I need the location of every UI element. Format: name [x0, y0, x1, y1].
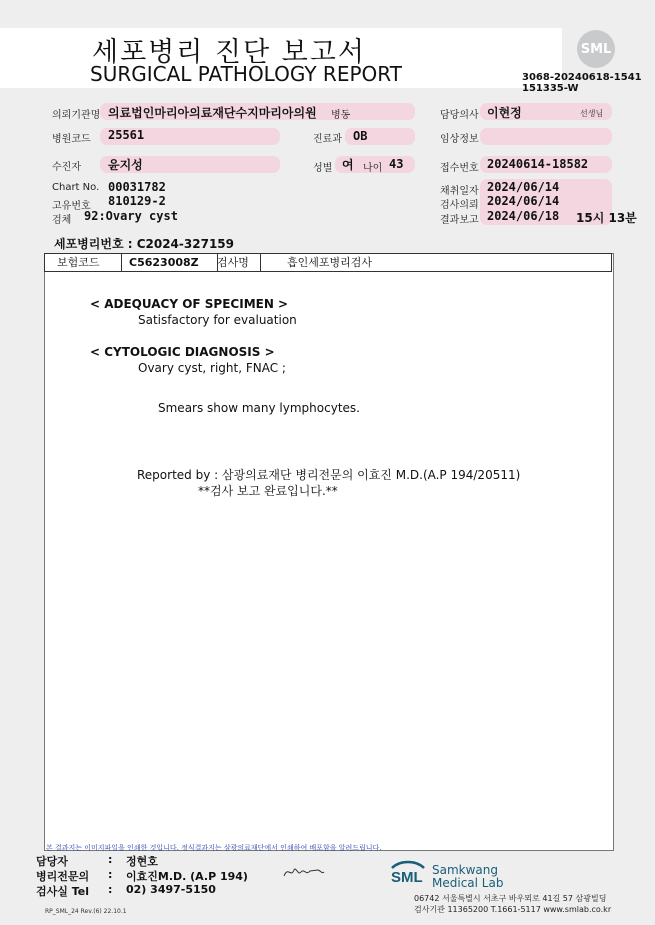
pathologist-label: 병리전문의	[36, 870, 90, 883]
lab-tel-label: 검사실 Tel	[36, 885, 89, 898]
print-notice: 본 결과지는 이미지파일을 인쇄한 것입니다. 정식결과지는 삼광의료재단에서 인쇄하여 배포함을 알려드립니다.	[46, 844, 382, 852]
sex-value: 여	[342, 158, 354, 172]
unique-id-label: 고유번호	[52, 201, 91, 212]
test-name-label: 검사명	[213, 254, 261, 271]
report-reference-number	[522, 72, 642, 94]
lab-address	[414, 893, 611, 915]
lab-name	[432, 864, 503, 890]
pathologist-value: 이효진M.D. (A.P 194)	[126, 870, 248, 883]
request-date-label: 검사의뢰	[440, 200, 479, 211]
finding-text: Smears show many lymphocytes.	[158, 401, 360, 415]
sex-label: 성별	[313, 163, 333, 174]
test-name-value: 흡인세포병리검사	[287, 256, 373, 269]
lab-institution-code: 검사기관 11365200 T.1661-5117 www.smlab.co.kr	[414, 905, 612, 914]
adequacy-text: Satisfactory for evaluation	[138, 313, 297, 327]
report-title-korean: 세포병리 진단 보고서	[92, 37, 366, 68]
department-label: 진료과	[313, 134, 342, 145]
adequacy-heading: < ADEQUACY OF SPECIMEN >	[90, 297, 289, 311]
specimen-value: 92:Ovary cyst	[84, 209, 178, 223]
insurance-code-label: 보험코드	[45, 254, 122, 271]
chart-no-label: Chart No.	[52, 182, 100, 193]
signature-image	[282, 864, 326, 880]
reported-by: Reported by : 삼광의료재단 병리전문의 이효진 M.D.(A.P 194/20511)	[137, 468, 521, 482]
examinee-value: 윤지성	[108, 158, 143, 172]
clinical-info-pill	[480, 128, 612, 145]
reference-line-1: 3068-20240618-1541	[522, 72, 642, 83]
diagnosis-text: Ovary cyst, right, FNAC ;	[138, 361, 286, 375]
examinee-label: 수진자	[52, 162, 81, 173]
age-value: 43	[389, 157, 404, 171]
sml-logo-text: SML	[391, 869, 423, 884]
doctor-suffix: 선생님	[580, 109, 604, 118]
lab-tel-value: 02) 3497-5150	[126, 883, 216, 896]
doctor-label: 담당의사	[440, 110, 479, 121]
specimen-label: 검체	[52, 215, 72, 226]
unique-id-value: 810129-2	[108, 194, 166, 208]
institution-label: 의뢰기관명	[52, 110, 101, 121]
result-date-label: 결과보고	[440, 215, 479, 226]
age-label: 나이	[363, 163, 383, 174]
staff-label: 담당자	[36, 855, 68, 868]
sml-logo-icon	[388, 858, 428, 884]
report-body-box	[44, 253, 614, 851]
insurance-code-value: C5623008Z	[121, 254, 218, 271]
cytology-number: 세포병리번호 : C2024-327159	[54, 237, 234, 251]
ward-label: 병동	[331, 110, 351, 121]
reference-line-2: 151335-W	[522, 83, 579, 94]
form-number: RP_SML_24 Rev.(6) 22.10.1	[45, 908, 127, 915]
chart-no-value: 00031782	[108, 180, 166, 194]
hospital-code-value: 25561	[108, 128, 145, 142]
diagnosis-heading: < CYTOLOGIC DIAGNOSIS >	[90, 345, 275, 359]
result-time-value: 15시 13분	[576, 211, 637, 225]
department-value: OB	[353, 129, 368, 143]
report-complete: **검사 보고 완료입니다.**	[198, 484, 338, 498]
receipt-value: 20240614-18582	[487, 157, 589, 171]
result-date-value: 2024/06/18	[487, 209, 560, 223]
hospital-code-label: 병원코드	[52, 134, 91, 145]
sml-badge-icon: SML	[577, 30, 615, 68]
staff-value: 정현호	[126, 855, 158, 868]
lab-name-line-2: Medical Lab	[432, 876, 504, 890]
request-date-value: 2024/06/14	[487, 194, 560, 208]
test-info-row	[44, 253, 612, 272]
receipt-label: 접수번호	[440, 163, 479, 174]
lab-tel-colon: :	[108, 883, 113, 896]
institution-value: 의료법인마리아의료재단수지마리아의원	[108, 106, 317, 120]
pathologist-colon: :	[108, 868, 113, 881]
report-title-english: SURGICAL PATHOLOGY REPORT	[90, 62, 402, 86]
lab-address-line: 06742 서울특별시 서초구 바우뫼로 41길 57 삼광빌딩	[414, 894, 607, 903]
lab-name-line-1: Samkwang	[432, 863, 498, 877]
staff-colon: :	[108, 853, 113, 866]
clinical-info-label: 임상정보	[440, 134, 479, 145]
doctor-value: 이현정	[487, 106, 522, 120]
collect-date-value: 2024/06/14	[487, 180, 560, 194]
collect-date-label: 채취일자	[440, 186, 479, 197]
